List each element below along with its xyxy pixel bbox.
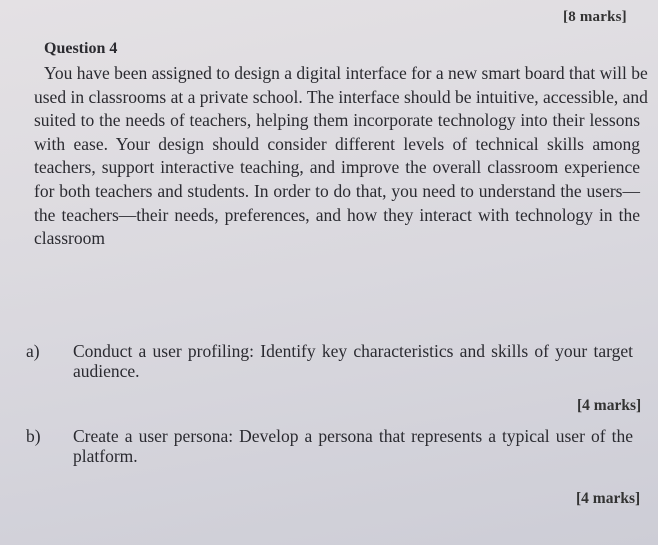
paragraph-line: suited to the needs of teachers, helping them incorporate technology into their lessons [34, 110, 640, 131]
part-a-marks: [4 marks] [577, 397, 642, 414]
question-title: Question 4 [44, 40, 118, 57]
paragraph-line: for both teachers and students. In order to do that, you need to understand the users— [34, 180, 640, 201]
part-line: audience. [73, 361, 140, 381]
question-paragraph [34, 62, 648, 251]
part-label: b) [26, 426, 41, 446]
paragraph-line: used in classrooms at a private school. The interface should be intuitive, accessible, and [34, 86, 648, 107]
total-marks: [8 marks] [563, 9, 627, 25]
paragraph-line: with ease. Your design should consider different levels of technical skills among [34, 133, 640, 154]
paragraph-line: teachers, support interactive teaching, and improve the overall classroom experience [34, 157, 640, 178]
paragraph-line: the teachers—their needs, preferences, and how they interact with technology in the [34, 204, 640, 225]
part-line: Create a user persona: Develop a persona that represents a typical user of the [73, 426, 633, 446]
part-b-marks: [4 marks] [576, 490, 641, 507]
part-text [73, 426, 633, 466]
part-line: Conduct a user profiling: Identify key characteristics and skills of your target [73, 341, 633, 361]
paragraph-line: classroom [34, 228, 105, 249]
part-label: a) [26, 341, 40, 361]
part-line: platform. [73, 446, 138, 466]
part-text [73, 341, 633, 381]
paragraph-line: You have been assigned to design a digital interface for a new smart board that will be [44, 63, 648, 83]
